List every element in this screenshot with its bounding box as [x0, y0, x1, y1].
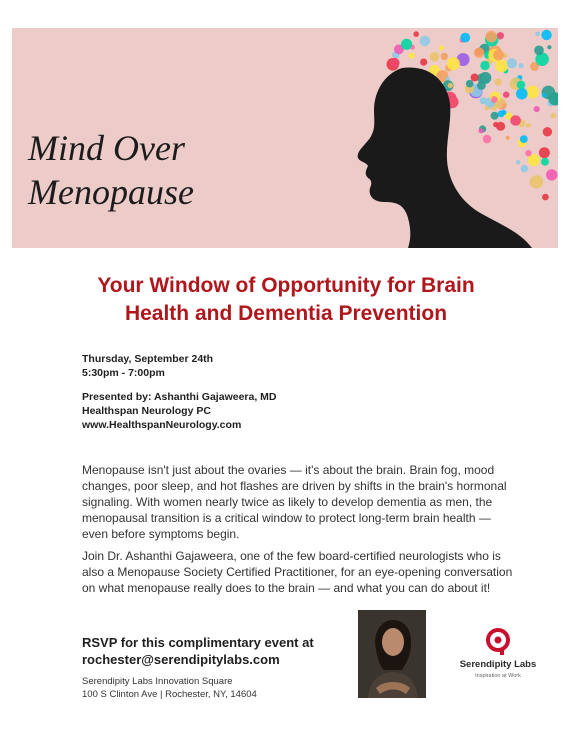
floral-decoration [401, 39, 412, 50]
floral-decoration [493, 50, 504, 61]
description-paragraph-2: Join Dr. Ashanthi Gajaweera, one of the few board-certified neurologists who is also a Menopause Society Certified Practitioner, for an eye-opening conversation on what menopause really does to the brain — and what you can do about it! [82, 549, 513, 595]
floral-decoration [430, 52, 440, 62]
floral-decoration [539, 147, 550, 158]
floral-decoration [541, 30, 551, 40]
floral-decoration [479, 128, 484, 133]
floral-decoration [506, 136, 510, 140]
floral-decoration [534, 46, 544, 56]
floral-decoration [510, 115, 521, 126]
floral-decoration [501, 110, 506, 115]
banner-title-line2: Menopause [28, 172, 194, 212]
floral-decoration [550, 113, 555, 118]
floral-decoration [516, 160, 520, 164]
floral-decoration [420, 36, 430, 46]
floral-decoration [471, 74, 479, 82]
floral-decoration [447, 57, 460, 70]
serendipity-labs-logo [448, 626, 548, 690]
floral-decoration [535, 31, 540, 36]
venue-info [82, 675, 352, 701]
floral-decoration [413, 31, 419, 37]
presenter: Presented by: Ashanthi Gajaweera, MD [82, 391, 277, 403]
floral-decoration [541, 158, 549, 166]
header-banner [12, 28, 558, 248]
banner-title [28, 126, 194, 214]
floral-decoration [480, 61, 489, 70]
floral-decoration [485, 106, 489, 110]
floral-decoration [491, 96, 498, 103]
floral-decoration [483, 135, 492, 144]
floral-decoration [507, 58, 517, 68]
event-time: 5:30pm - 7:00pm [82, 367, 165, 379]
subtitle-line2: Health and Dementia Prevention [124, 302, 448, 325]
floral-decoration [519, 63, 524, 68]
floral-decoration [491, 112, 499, 120]
event-date: Thursday, September 24th [82, 353, 214, 365]
floral-decoration [495, 78, 502, 85]
floral-decoration [521, 165, 528, 172]
floral-decoration [534, 106, 540, 112]
subtitle-line1: Your Window of Opportunity for Brain [97, 274, 475, 297]
floral-decoration [409, 53, 415, 59]
floral-decoration [466, 80, 474, 88]
floral-decoration [503, 92, 509, 98]
presenter-photo [358, 610, 426, 698]
floral-decoration [547, 45, 551, 49]
floral-decoration [542, 93, 546, 97]
venue-name: Serendipity Labs Innovation Square [82, 676, 233, 687]
event-details [82, 352, 502, 432]
floral-decoration [420, 59, 427, 66]
floral-decoration [543, 127, 552, 136]
banner-title-line1: Mind Over [28, 128, 185, 168]
floral-decoration [520, 135, 528, 143]
floral-decoration [526, 123, 531, 128]
floral-decoration [448, 83, 453, 88]
floral-decoration [474, 48, 484, 58]
organization: Healthspan Neurology PC [82, 405, 211, 417]
floral-decoration [486, 31, 498, 43]
floral-decoration [480, 72, 492, 84]
serendipity-labs-logo-icon [483, 626, 513, 656]
description-paragraph-1: Menopause isn't just about the ovaries — it's about the brain. Brain fog, mood changes, poor sleep, and hot flashes are driven by shifts in the brain's hormonal signaling. With women nearly twice as likely to develop dementia as men, the menopausal transition is a critical window to protect long-term brain health — even before symptoms begin. [82, 463, 507, 541]
floral-decoration [460, 33, 470, 43]
floral-decoration [502, 104, 507, 109]
floral-decoration [439, 45, 444, 50]
logo-name: Serendipity Labs [459, 659, 537, 670]
floral-decoration [530, 175, 543, 188]
floral-decoration [516, 88, 528, 100]
floral-decoration [493, 122, 498, 127]
venue-address: 100 S Clinton Ave | Rochester, NY, 14604 [82, 689, 257, 700]
floral-decoration [441, 53, 448, 60]
website-link[interactable]: www.HealthspanNeurology.com [82, 419, 242, 431]
floral-decoration [546, 169, 557, 180]
event-subtitle [20, 272, 552, 328]
floral-decoration [526, 86, 539, 99]
rsvp-text: RSVP for this complimentary event at [82, 635, 314, 650]
rsvp-email-link[interactable]: rochester@serendipitylabs.com [82, 652, 280, 667]
floral-decoration [390, 58, 400, 68]
floral-decoration [542, 194, 549, 201]
floral-decoration [525, 150, 531, 156]
floral-decoration [517, 81, 526, 90]
logo-tagline: Inspiration at Work [475, 673, 521, 679]
rsvp-section [82, 634, 352, 668]
